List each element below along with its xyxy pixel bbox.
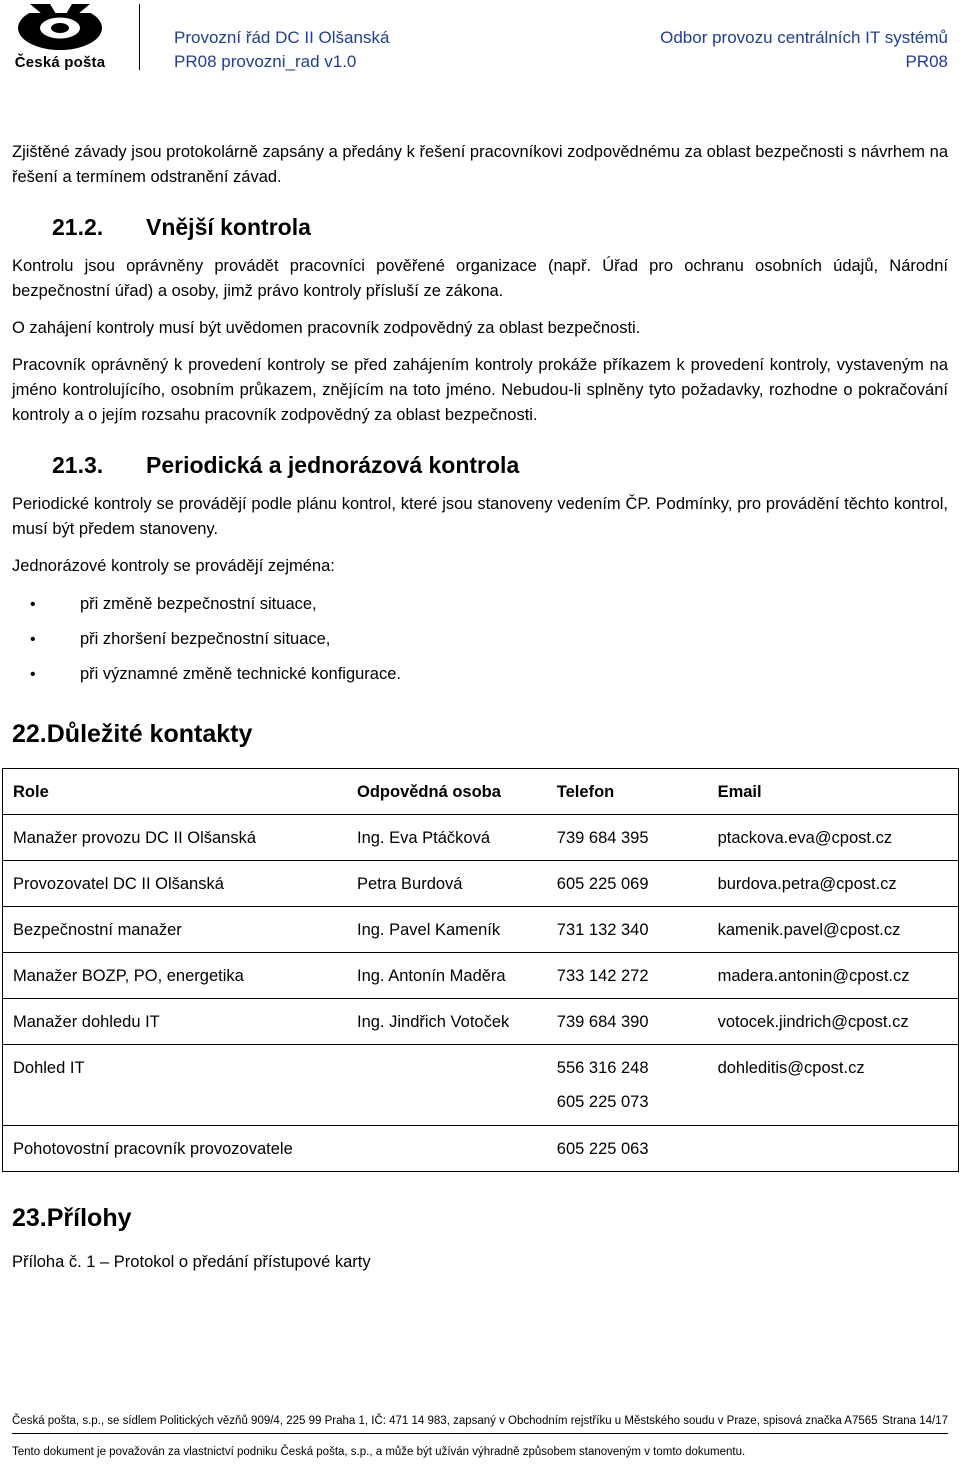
cell-email: burdova.petra@cpost.cz <box>708 861 959 907</box>
cell-email <box>708 1126 959 1172</box>
bullet-list <box>12 587 948 692</box>
cell-role: Pohotovostní pracovník provozovatele <box>3 1126 547 1172</box>
cell-person: Ing. Eva Ptáčková <box>347 815 547 861</box>
document-title <box>174 26 389 74</box>
department-line2: PR08 <box>905 52 948 71</box>
cell-person: Ing. Antonín Maděra <box>347 953 547 999</box>
table-row <box>3 815 959 861</box>
cell-phone: 731 132 340 <box>547 907 708 953</box>
cell-phone: 605 225 063 <box>547 1126 708 1172</box>
intro-paragraph: Zjištěné závady jsou protokolárně zapsány a předány k řešení pracovníkovi zodpovědnému za oblast bezpečnosti s návrhem na řešení a termínem odstranění závad. <box>12 143 948 186</box>
cell-person: Ing. Pavel Kameník <box>347 907 547 953</box>
column-header: Role <box>3 769 348 815</box>
cell-phone <box>547 1045 708 1126</box>
cell-phone: 733 142 272 <box>547 953 708 999</box>
cell-role: Manažer BOZP, PO, energetika <box>3 953 348 999</box>
document-title-line1: Provozní řád DC II Olšanská <box>174 28 390 47</box>
paragraph: O zahájení kontroly musí být uvědomen pracovník zodpovědný za oblast bezpečnosti. <box>12 319 641 337</box>
cell-role: Dohled IT <box>3 1045 348 1126</box>
column-header: Email <box>708 769 959 815</box>
list-item: • při významné změně technické konfigurace. <box>12 657 948 692</box>
cell-email: ptackova.eva@cpost.cz <box>708 815 959 861</box>
cell-email: kamenik.pavel@cpost.cz <box>708 907 959 953</box>
section-title: Vnější kontrola <box>146 214 311 240</box>
list-item: • při zhoršení bezpečnostní situace, <box>12 622 948 657</box>
footer-company-line <box>12 1415 948 1427</box>
phone-primary: 556 316 248 <box>556 1059 649 1077</box>
header-divider <box>139 4 140 70</box>
section-number: 21.2. <box>52 214 104 240</box>
section-heading-21-2 <box>12 214 948 244</box>
cell-email: madera.antonin@cpost.cz <box>708 953 959 999</box>
table-row <box>3 1045 959 1126</box>
department <box>660 26 948 74</box>
cell-person: Ing. Jindřich Votoček <box>347 999 547 1045</box>
cell-email: dohleditis@cpost.cz <box>708 1045 959 1126</box>
logo-text: Česká pošta <box>14 54 106 71</box>
page-header <box>0 0 960 80</box>
paragraph: Periodické kontroly se provádějí podle plánu kontrol, které jsou stanoveny vedením ČP. Podmínky, pro provádění těchto kontrol, musí být předem stanoveny. <box>12 495 948 538</box>
column-header: Odpovědná osoba <box>347 769 547 815</box>
paragraph: Kontrolu jsou oprávněny provádět pracovníci pověřené organizace (např. Úřad pro ochranu osobních údajů, Národní bezpečnostní úřad) a osoby, jimž právo kontroly přísluší ze zákona. <box>12 257 948 300</box>
cell-phone: 739 684 395 <box>547 815 708 861</box>
post-horn-icon <box>12 4 108 52</box>
cell-role: Provozovatel DC II Olšanská <box>3 861 348 907</box>
section-number: 21.3. <box>52 452 104 478</box>
table-row <box>3 861 959 907</box>
table-row <box>3 999 959 1045</box>
document-body <box>12 140 948 1275</box>
cell-person: Petra Burdová <box>347 861 547 907</box>
phone-secondary: 605 225 073 <box>556 1093 649 1111</box>
paragraph: Jednorázové kontroly se provádějí zejména: <box>12 557 335 575</box>
department-line1: Odbor provozu centrálních IT systémů <box>660 28 948 47</box>
section-heading-22: 22.Důležité kontakty <box>12 720 253 748</box>
list-item: • při změně bezpečnostní situace, <box>12 587 948 622</box>
document-title-line2: PR08 provozni_rad v1.0 <box>174 52 357 71</box>
section-heading-23: 23.Přílohy <box>12 1204 132 1232</box>
ceska-posta-logo <box>12 4 108 72</box>
cell-person <box>347 1045 547 1126</box>
table-header-row <box>3 769 959 815</box>
paragraph: Pracovník oprávněný k provedení kontroly se před zahájením kontroly prokáže příkazem k provedení kontroly, vystaveným na jméno kontrolujícího, osobním průkazem, znějícím na toto jméno. Nebudou-li splněny tyto požadavky, rozhodne o pokračování kontroly a o jejím rozsahu pracovník zodpovědný za oblast bezpečnosti. <box>12 356 948 424</box>
cell-phone: 739 684 390 <box>547 999 708 1045</box>
company-info: Česká pošta, s.p., se sídlem Politických vězňů 909/4, 225 99 Praha 1, IČ: 471 14 983, zapsaný v Obchodním rejstříku u Městského soudu v Praze, spisová značka A7565 <box>12 1415 878 1427</box>
section-title: Periodická a jednorázová kontrola <box>146 452 520 478</box>
table-row <box>3 907 959 953</box>
cell-phone: 605 225 069 <box>547 861 708 907</box>
page-number: Strana 14/17 <box>882 1415 948 1427</box>
cell-role: Manažer dohledu IT <box>3 999 348 1045</box>
cell-email: votocek.jindrich@cpost.cz <box>708 999 959 1045</box>
section-heading-21-3 <box>12 452 948 482</box>
table-row <box>3 953 959 999</box>
cell-role: Bezpečnostní manažer <box>3 907 348 953</box>
cell-role: Manažer provozu DC II Olšanská <box>3 815 348 861</box>
footer-ownership-notice: Tento dokument je považován za vlastnictví podniku Česká pošta, s.p., a může být užíván výhradně způsobem stanoveným v tomto dokumentu. <box>12 1446 746 1458</box>
contacts-table <box>2 768 959 1172</box>
footer-divider <box>12 1433 948 1434</box>
column-header: Telefon <box>547 769 708 815</box>
attachment-item: Příloha č. 1 – Protokol o předání přístupové karty <box>12 1253 371 1271</box>
table-row <box>3 1126 959 1172</box>
